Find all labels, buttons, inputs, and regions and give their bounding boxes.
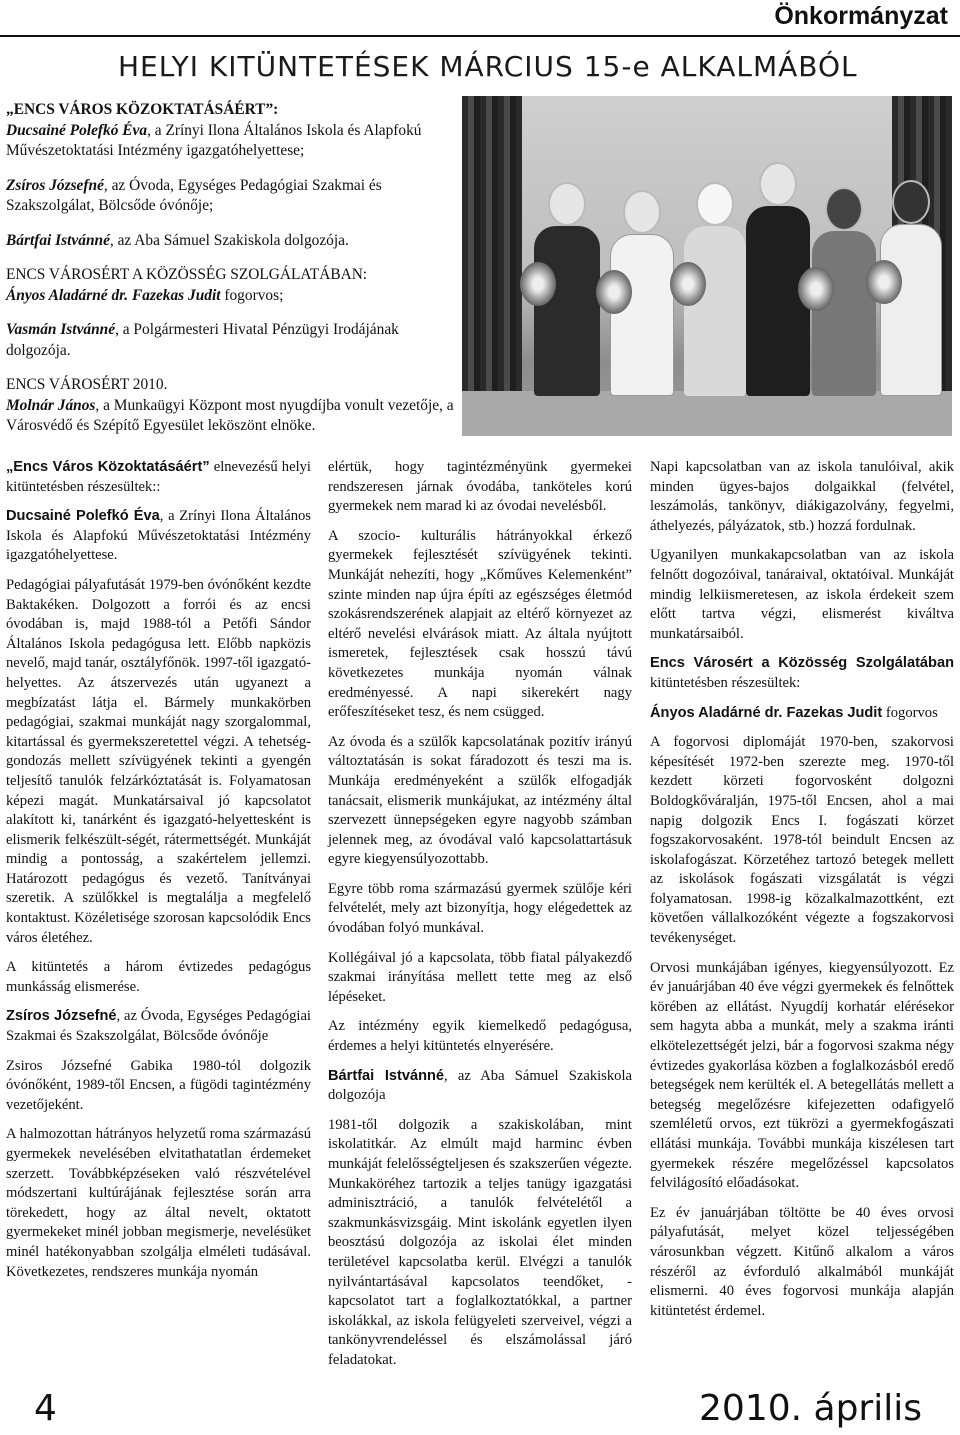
- page-number: 4: [34, 1388, 57, 1429]
- paragraph: [6, 1007, 311, 1046]
- issue-date: 2010. április: [699, 1388, 922, 1429]
- award3-title: [6, 375, 461, 396]
- text: fogorvos: [882, 704, 938, 721]
- paragraph: A kitüntetés a három évtizedes pedagógus munkásság elismerése.: [6, 959, 311, 995]
- recipient-name: Zsíros Józsefné: [6, 176, 104, 194]
- recipient-desc: , a Polgármesteri Hivatal Pénzügyi Irodájának dolgozója.: [6, 321, 399, 359]
- recipient-desc: , a Munkaügyi Központ most nyugdíjba vonult vezetője, a Városvédő és Szépítő Egyesület leköszönt elnöke.: [6, 396, 454, 434]
- recipient-name: Molnár János: [6, 396, 96, 414]
- recipient-name: Ducsainé Polefkó Éva: [6, 121, 148, 139]
- paragraph: Pedagógiai pályafutását 1979-ben óvónőként kezdte Baktakéken. Dolgozott a forrói és az encsi óvodában is, majd 1988-tól a Petőfi Sándor Általános Iskola pedagógusa lett. Előbb napközis nevelő, majd tanár, osztályfőnök. 1997-től igazgató-helyettes. Az átszervezés után ugyanezt a megbízatást látja el. Bármely munkakörben pedagógiai, szakmai munkáját nagy szorgalommal, kitartással és gyermekszeretettel végzi. A tehetség-gondozás mellett szívügyének tekinti a gyengén teljesítő tanulók felzárkóztatását is. Folyamatosan képezi magát. Munkatársaival jó kapcsolatot alakított ki, tanárként és igazgató-helyettesként is elismerik felkészült-ségét, rátermettségét. Munkáját mindig a pontosság, a szakértelem jellemzi. Határozott pedagógus és vezető. Tanítványai szeretik. A szülőkkel is megtalálja a megfelelő kontaktust. Közéletisége szorosan kapcsolódik Encs város életéhez.: [6, 576, 311, 946]
- text: , az Óvoda, Egységes Pedagógiai Szakmai és Szakszolgálat, Bölcsőde óvónője: [6, 1008, 311, 1045]
- paragraph: Egyre több roma származású gyermek szülője kéri felvételét, mely azt bizonyítja, hogy elégedettek az óvodában folyó munkával.: [328, 880, 632, 937]
- award1-recipient-3: [6, 231, 461, 252]
- paragraph: Kollégáival jó a kapcsolata, több fiatal pályakezdő szakmai irányítása mellett tette meg az első lépéseket.: [328, 949, 632, 1005]
- text: kitüntetésben részesültek:: [650, 674, 801, 691]
- award-name: Encs Városért a Közösség Szolgálatában: [650, 655, 954, 672]
- curtain-left: [462, 96, 522, 436]
- award1-recipient-1: [6, 121, 461, 162]
- headline: HELYI KITÜNTETÉSEK MÁRCIUS 15-e ALKALMÁBÓL: [118, 50, 858, 83]
- person-3: [684, 182, 746, 396]
- paragraph: Napi kapcsolatban van az iskola tanulóival, akik minden ügyes-bajos dolgaikkal (felvétel, leszámolás, tankönyv, diákigazolvány, fegyelmi, áthelyezés, pályázatok, stb.) hozzá fordulnak.: [650, 459, 954, 534]
- recipient-name: Zsíros Józsefné: [6, 1008, 117, 1025]
- paragraph: [650, 704, 954, 724]
- recipient-name: Bártfai Istvánné: [328, 1067, 445, 1084]
- award2-recipient-2: [6, 320, 461, 361]
- paragraph: elértük, hogy tagintézményünk gyermekei rendszeresen járnak óvodába, tanköteles korú gyermekek nem marad ki az óvodai nevelésből.: [328, 459, 632, 515]
- paragraph: A szocio- kulturális hátrányokkal érkező gyermekek fejlesztését szívügyének tekinti. Munkáját nehezíti, hogy „Kőműves Kelemenként” szinte minden nap újra építi az egészséges életmód szokásrendszerének alapjait az eltérő környezet az eltérő nevelési elvárások miatt. Az általa nyújtott ismeretek, fejlesztések csak hosszú távú következetes munkája nyomán válnak eredményessé. A napi sikerekért nagy erőfeszítéseket tesz, és nem csügged.: [328, 527, 632, 721]
- paragraph: [328, 1067, 632, 1106]
- recipient-name: Ányos Aladárné dr. Fazekas Judit: [650, 704, 883, 721]
- paragraph: [650, 654, 954, 693]
- paragraph: 1981-től dolgozik a szakiskolában, mint iskolatitkár. Az elmúlt majd harminc évben munkáját felelősségteljesen és szakszerűen végezte. Munkaköréhez tartozik a teljes tanügy igazgatási adminisztráció, a tanulók felvételétől a szakmunkásvizsgáig. Mint iskolánk egyetlen ilyen beosztású dolgozója az iskolai élet minden területével kapcsolatba kerül. Elvégzi a tanulók nyilvántartásával kapcsolatos teendőket, - kapcsolatot tart a foglalkoztatókkal, a partner iskolákkal, az iskola felügyeleti szerveivel, végzi a tankönyvrendeléssel és elszámolással járó feladatokat.: [328, 1116, 632, 1368]
- column-2: [328, 458, 632, 1381]
- paragraph: [6, 507, 311, 566]
- paragraph: Ugyanilyen munkakapcsolatban van az iskola felnőtt dogozóival, tanáraival, oktatóival. Munkáját mindig lelkiismeretesen, az iskola érdekeit szem előtt tartva végzi, elismerést kiváltva munkatársaiból.: [650, 547, 954, 642]
- text: , a Zrínyi Ilona Általános Iskola és Alapfokú Művészetoktatási Intézmény igazgatóhelyettese.: [6, 508, 311, 564]
- award3-recipient-1: [6, 396, 461, 437]
- top-rule: [0, 35, 960, 37]
- paragraph: Az óvoda és a szülők kapcsolatának pozitív irányú változtatásán is sokat fáradozott és teszi ma is. Munkája eredményeként a szülők elfogadják tanácsait, elismerik munkájukat, az intézmény által szervezett ünnepségeken egyre nagyobb számban jelennek meg, az óvodával való kapcsolattartásuk egyre kiegyensúlyozottabb.: [328, 733, 632, 868]
- recipient-desc: , az Óvoda, Egységes Pedagógiai Szakmai és Szakszolgálat, Bölcsőde óvónője;: [6, 176, 382, 214]
- paragraph: Ez év januárjában töltötte be 40 éves orvosi pályafutását, melyet közel teljességében városunkban végzett. Kitűnő alkalom a város részéről az évforduló alkalmából munkáját elismerni. 40 éves fogorvosi munkája alapján kitüntetést érdemel.: [650, 1204, 954, 1319]
- person-1: [534, 182, 600, 396]
- paragraph: Zsiros Józsefné Gabika 1980-tól dolgozik óvónőként, 1989-től Encsen, a fügödi tagintézmény vezetőjeként.: [6, 1057, 311, 1113]
- person-2: [610, 190, 674, 396]
- recipient-name: Vasmán Istvánné: [6, 321, 116, 338]
- paragraph: [6, 458, 311, 497]
- column-3: [650, 458, 954, 1331]
- paragraph: A halmozottan hátrányos helyzetű roma származású gyermekek nevelésében elvitathatatlan érdemeket szerzett. Továbbképzéseken való részvételével módszertani kultúrájának fejlesztése során arra törekedett, hogy az által nevelt, oktatott gyermekeket minél jobban megismerje, nevelésüket minél hatékonyabban szolgálja elméleti tudásával. Következetes, rendszeres munkája nyomán: [6, 1126, 311, 1280]
- recipient-desc: , a Zrínyi Ilona Általános Iskola és Alapfokú Művészetoktatási Intézmény igazgatóhelyettese;: [6, 121, 422, 159]
- text: elnevezésű helyi kitüntetésben részesültek::: [6, 459, 311, 495]
- paragraph: Orvosi munkájában igényes, kiegyensúlyozott. Ez év januárjában 40 éve végzi gyermekek és felnőttek körében az ellátást. Nyugdíj korhatár elérésekor sem hagyta abba a munkát, mely a szakma iránti elkötelezettségét jelzi, bár a fogorvosi szakma négy évtizedes gyakorlása közben a foglalkozásból eredő betegségek nem kerülték el. A betegellátás mellett a betegség megelőzésre kifejezetten odafigyelő szemléletű orvos, ezt tükrözi a gyermekfogászati ellátási munkája. További munkája kiszélesen tart gyermekek részére megelőzéssel kapcsolatos felvilágosító előadásokat.: [650, 959, 954, 1192]
- intro-box: [6, 100, 461, 451]
- recipient-desc: fogorvos;: [220, 286, 284, 304]
- award-name: „Encs Város Közoktatásáért”: [6, 459, 210, 475]
- award1-recipient-2: [6, 176, 461, 217]
- award-recipients-photo: [462, 96, 952, 436]
- award3-title-text: ENCS VÁROSÉRT 2010.: [6, 376, 168, 393]
- recipient-name: Ányos Aladárné dr. Fazekas Judit: [6, 286, 221, 304]
- person-6: [880, 180, 942, 396]
- award1-title: [6, 100, 461, 121]
- award2-recipient-1: [6, 286, 461, 307]
- award1-title-text: „ENCS VÁROS KÖZOKTATÁSÁÉRT”:: [6, 101, 279, 118]
- recipient-name: Bártfai Istvánné: [6, 231, 110, 249]
- recipient-name: Ducsainé Polefkó Éva: [6, 508, 160, 525]
- recipient-desc: , az Aba Sámuel Szakiskola dolgozója.: [109, 231, 349, 249]
- section-tag: Önkormányzat: [774, 2, 948, 30]
- award2-title: [6, 265, 461, 286]
- person-5: [812, 187, 876, 396]
- text: , az Aba Sámuel Szakiskola dolgozója: [328, 1067, 632, 1104]
- paragraph: A fogorvosi diplomáját 1970-ben, szakorvosi képesítését 1972-ben szerezte meg. 1970-től kezdett körzeti fogorvosként dolgozni Boldogkőváralján, 1975-től Encsen, ahol a mai napig dolgozik Encs I. fogászati körzet fogszakorvosaként. 1978-tól beindult Encsen az iskolafogászat. Körzetéhez tartozó betegek mellett az iskolások fogászati vizsgálatát is végzi folyamatosan. 1998-ig közalkalmazottként, ezt követően vállalkozóként végezte a fogszakorvosi tevékenységet.: [650, 734, 954, 947]
- stage-floor: [462, 391, 952, 436]
- award2-title-text: ENCS VÁROSÉRT A KÖZÖSSÉG SZOLGÁLATÁBAN:: [6, 266, 368, 283]
- paragraph: Az intézmény egyik kiemelkedő pedagógusa, érdemes a helyi kitüntetés elnyerésére.: [328, 1018, 632, 1055]
- column-1: [6, 458, 311, 1292]
